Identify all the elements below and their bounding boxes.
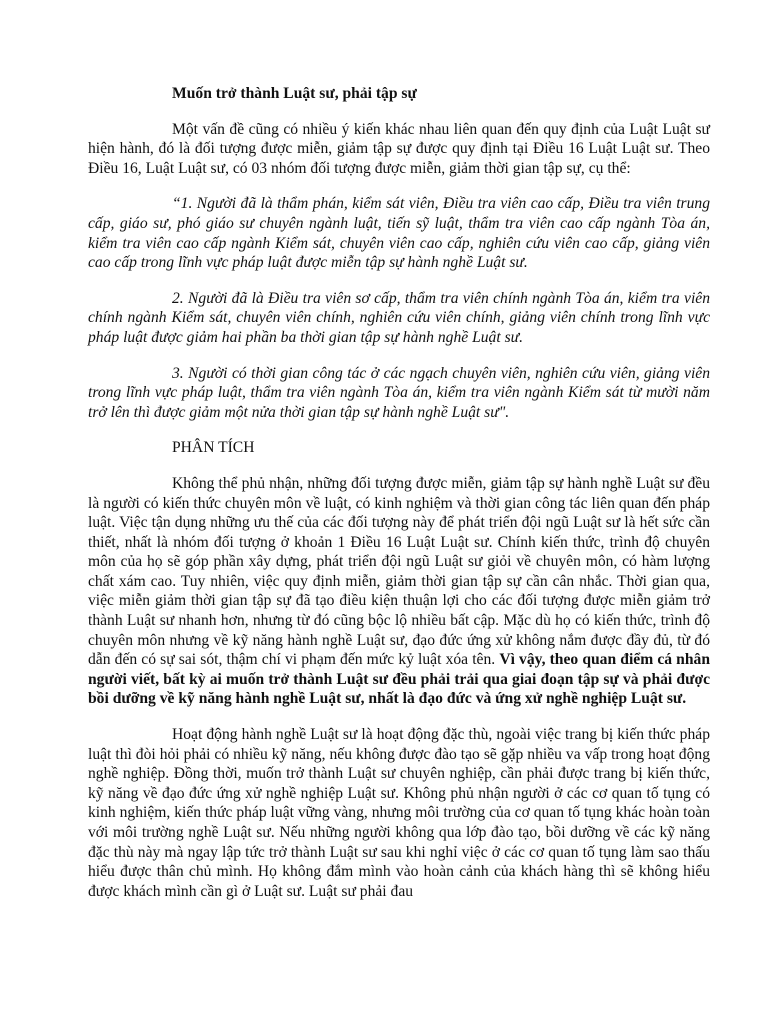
practice-paragraph: Hoạt động hành nghề Luật sư là hoạt động đặc thù, ngoài việc trang bị kiến thức pháp luật thì đòi hỏi phải có nhiều kỹ năng, nếu không được đào tạo sẽ gặp nhiều va vấp trong hoạt động nghề nghiệp. Đồng thời, muốn trở thành Luật sư chuyên nghiệp, cần phải được trang bị kiến thức, kỹ năng về đạo đức ứng xử nghề nghiệp Luật sư. Không phủ nhận người ở các cơ quan tố tụng có kinh nghiệm, kiến thức pháp luật vững vàng, nhưng môi trường của cơ quan tố tụng khác hoàn toàn với môi trường nghề Luật sư. Nếu những người không qua lớp đào tạo, bồi dưỡng về các kỹ năng đặc thù này mà ngay lập tức trở thành Luật sư sau khi nghỉ việc ở các cơ quan tố tụng làm sao thấu hiểu được thân chủ mình. Họ không đắm mình vào hoàn cảnh của khách hàng thì sẽ không hiểu được khách mình cần gì ở Luật sư. Luật sư phải đau: [88, 726, 710, 900]
document-page: [88, 84, 710, 917]
analysis-paragraph: [88, 474, 710, 709]
analysis-body-text: Không thể phủ nhận, những đối tượng được miễn, giảm tập sự hành nghề Luật sư đều là người có kiến thức chuyên môn về luật, có kinh nghiệm và thời gian công tác liên quan đến pháp luật. Việc tận dụng những ưu thế của các đối tượng này để phát triển đội ngũ Luật sư là hết sức cần thiết, nhất là nhóm đối tượng ở khoản 1 Điều 16 Luật Luật sư. Chính kiến thức, trình độ chuyên môn của họ sẽ góp phần xây dựng, phát triển đội ngũ Luật sư giỏi về chuyên môn, có hàm lượng chất xám cao. Tuy nhiên, việc quy định miễn, giảm thời gian tập sự cần cân nhắc. Thời gian qua, việc miễn giảm thời gian tập sự đã tạo điều kiện thuận lợi cho các đối tượng được miễn giảm trở thành Luật sư nhanh hơn, nhưng từ đó cũng bộc lộ nhiều bất cập. Mặc dù họ có kiến thức, trình độ chuyên môn nhưng về kỹ năng hành nghề Luật sư, đạo đức ứng xử không nắm được đầy đủ, từ đó dẫn đến có sự sai sót, thậm chí vi phạm đến mức kỷ luật xóa tên.: [88, 474, 710, 669]
intro-paragraph: Một vấn đề cũng có nhiều ý kiến khác nhau liên quan đến quy định của Luật Luật sư hiện hành, đó là đối tượng được miễn, giảm tập sự được quy định tại Điều 16 Luật Luật sư. Theo Điều 16, Luật Luật sư, có 03 nhóm đối tượng được miễn, giảm thời gian tập sự, cụ thể:: [88, 120, 710, 177]
analysis-heading: PHÂN TÍCH: [172, 439, 255, 457]
quote-item-2: 2. Người đã là Điều tra viên sơ cấp, thẩm tra viên chính ngành Tòa án, kiểm tra viên chính ngành Kiểm sát, chuyên viên chính, nghiên cứu viên chính, giảng viên chính trong lĩnh vực pháp luật được giảm hai phần ba thời gian tập sự hành nghề Luật sư.: [88, 289, 710, 346]
document-title: Muốn trở thành Luật sư, phải tập sự: [172, 85, 417, 102]
analysis-conclusion-text: Vì vậy, theo quan điểm cá nhân người viết, bất kỳ ai muốn trở thành Luật sư đều phải trải qua giai đoạn tập sự và phải được bồi dưỡng về kỹ năng hành nghề Luật sư, nhất là đạo đức và ứng xử nghề nghiệp Luật sư.: [88, 651, 710, 708]
quote-item-1: “1. Người đã là thẩm phán, kiểm sát viên, Điều tra viên cao cấp, Điều tra viên trung cấp, giáo sư, phó giáo sư chuyên ngành luật, tiến sỹ luật, thẩm tra viên cao cấp ngành Tòa án, kiểm tra viên cao cấp ngành Kiểm sát, chuyên viên cao cấp, nghiên cứu viên cao cấp, giảng viên cao cấp trong lĩnh vực pháp luật được miễn tập sự hành nghề Luật sư.: [88, 195, 710, 272]
quote-item-3: 3. Người có thời gian công tác ở các ngạch chuyên viên, nghiên cứu viên, giảng viên trong lĩnh vực pháp luật, thẩm tra viên ngành Tòa án, kiểm tra viên ngành Kiểm sát từ mười năm trở lên thì được giảm một nửa thời gian tập sự hành nghề Luật sư".: [88, 364, 710, 421]
